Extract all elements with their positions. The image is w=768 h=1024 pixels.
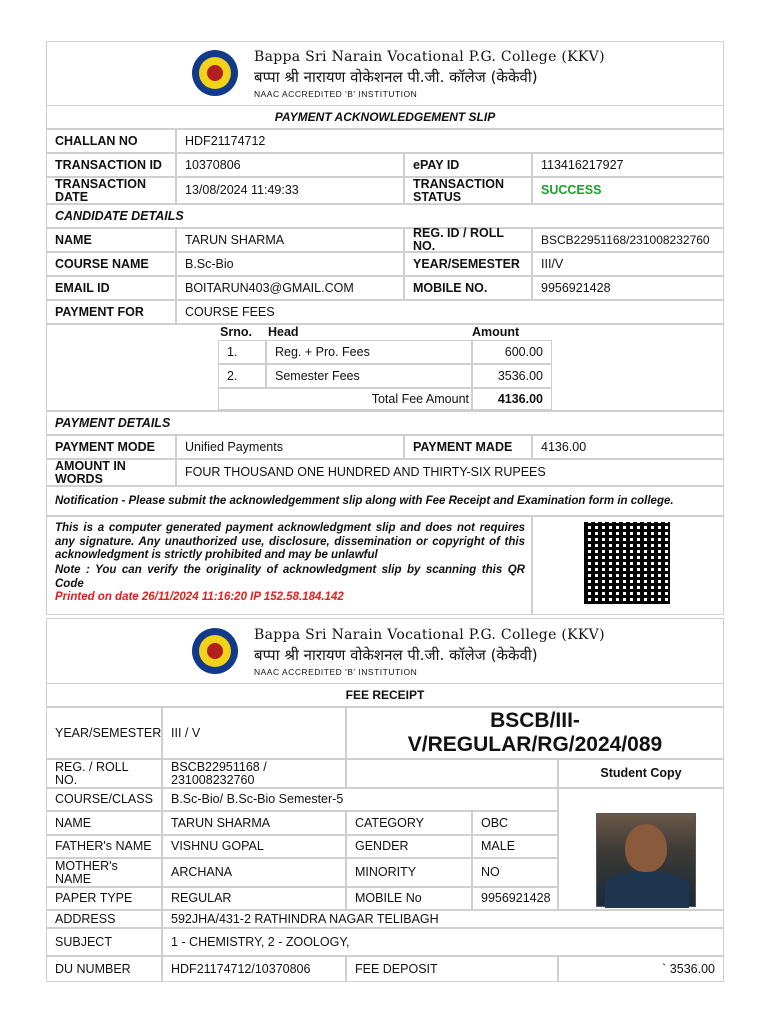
r-minority-label: MINORITY — [346, 858, 472, 887]
receipt-number: BSCB/III-V/REGULAR/RG/2024/089 — [346, 707, 724, 759]
college-name-en: Bappa Sri Narain Vocational P.G. College (KKV) — [254, 49, 605, 65]
payfor-label: PAYMENT FOR — [46, 300, 176, 324]
r-subject-value: 1 - CHEMISTRY, 2 - ZOOLOGY, — [162, 928, 724, 956]
reg-value: BSCB22951168/231008232760 — [532, 228, 724, 252]
fee-row-2-head: Semester Fees — [266, 364, 472, 388]
r-deposit-value: ` 3536.00 — [558, 956, 724, 982]
fee-total-label: Total Fee Amount — [218, 388, 472, 410]
r-du-value: HDF21174712/10370806 — [162, 956, 346, 982]
paymode-label: PAYMENT MODE — [46, 435, 176, 459]
yearsem-label: YEAR/SEMESTER — [404, 252, 532, 276]
fee-col-head: Head — [268, 324, 299, 339]
fee-row-1-sno: 1. — [218, 340, 266, 364]
fee-total-value: 4136.00 — [472, 388, 552, 410]
paymade-label: PAYMENT MADE — [404, 435, 532, 459]
r-name-label: NAME — [46, 811, 162, 835]
slip-title: PAYMENT ACKNOWLEDGEMENT SLIP — [46, 105, 724, 129]
email-label: EMAIL ID — [46, 276, 176, 300]
candidate-details-header: CANDIDATE DETAILS — [46, 204, 724, 228]
fee-row-2-amount: 3536.00 — [472, 364, 552, 388]
r-address-value: 592JHA/431-2 RATHINDRA NAGAR TELIBAGH — [162, 910, 724, 928]
r-course-label: COURSE/CLASS — [46, 788, 162, 811]
name-value: TARUN SHARMA — [176, 228, 404, 252]
epay-label: ePAY ID — [404, 153, 532, 177]
txn-date-label: TRANSACTION DATE — [46, 177, 176, 204]
r-mother-value: ARCHANA — [162, 858, 346, 887]
fee-row-2-sno: 2. — [218, 364, 266, 388]
receipt-naac-label: NAAC ACCREDITED 'B' INSTITUTION — [254, 667, 418, 677]
mobile-label: MOBILE NO. — [404, 276, 532, 300]
r-gender-value: MALE — [472, 835, 558, 858]
disclaimer-text: This is a computer generated payment acknowledgment slip and does not requires any signature. Any unauthorized use, disclosure, dissemination or copyright of this acknowledgment is strictly prohibited and may be unlawful — [55, 522, 525, 561]
fee-row-1-amount: 600.00 — [472, 340, 552, 364]
r-reg-value: BSCB22951168 / 231008232760 — [162, 759, 346, 788]
r-gender-label: GENDER — [346, 835, 472, 858]
r-yearsem-value: III / V — [162, 707, 346, 759]
r-yearsem-label: YEAR/SEMESTER — [46, 707, 162, 759]
printed-on: Printed on date 26/11/2024 11:16:20 IP 152.58.184.142 — [55, 591, 344, 603]
email-value: BOITARUN403@GMAIL.COM — [176, 276, 404, 300]
reg-label: REG. ID / ROLL NO. — [404, 228, 532, 252]
r-address-label: ADDRESS — [46, 910, 162, 928]
photo-head — [625, 824, 667, 872]
college-logo — [192, 50, 238, 96]
r-paper-value: REGULAR — [162, 887, 346, 910]
fee-table — [218, 324, 552, 410]
r-name-value: TARUN SHARMA — [162, 811, 346, 835]
course-value: B.Sc-Bio — [176, 252, 404, 276]
txn-status-label: TRANSACTION STATUS — [404, 177, 532, 204]
epay-value: 113416217927 — [532, 153, 724, 177]
r-du-label: DU NUMBER — [46, 956, 162, 982]
payment-details-header: PAYMENT DETAILS — [46, 411, 724, 435]
yearsem-value: III/V — [532, 252, 724, 276]
r-father-value: VISHNU GOPAL — [162, 835, 346, 858]
txn-status-value: SUCCESS — [532, 177, 724, 204]
r-deposit-label: FEE DEPOSIT — [346, 956, 558, 982]
payfor-value: COURSE FEES — [176, 300, 724, 324]
fee-row-1-head: Reg. + Pro. Fees — [266, 340, 472, 364]
paymade-value: 4136.00 — [532, 435, 724, 459]
r-reg-label: REG. / ROLL NO. — [46, 759, 162, 788]
name-label: NAME — [46, 228, 176, 252]
student-photo — [596, 813, 696, 907]
photo-shirt — [605, 872, 689, 908]
r-paper-label: PAPER TYPE — [46, 887, 162, 910]
words-value: FOUR THOUSAND ONE HUNDRED AND THIRTY-SIX RUPEES — [176, 459, 724, 486]
naac-label: NAAC ACCREDITED 'B' INSTITUTION — [254, 89, 418, 99]
r-father-label: FATHER's NAME — [46, 835, 162, 858]
words-label: AMOUNT IN WORDS — [46, 459, 176, 486]
receipt-title: FEE RECEIPT — [46, 683, 724, 707]
paymode-value: Unified Payments — [176, 435, 404, 459]
mobile-value: 9956921428 — [532, 276, 724, 300]
receipt-college-name-hi: बप्पा श्री नारायण वोकेशनल पी.जी. कॉलेज (केकेवी) — [254, 646, 538, 664]
challan-value: HDF21174712 — [176, 129, 724, 153]
r-category-value: OBC — [472, 811, 558, 835]
challan-label: CHALLAN NO — [46, 129, 176, 153]
qr-code-icon — [584, 522, 670, 604]
student-copy-label: Student Copy — [558, 759, 724, 788]
college-logo-receipt — [192, 628, 238, 674]
r-mother-label: MOTHER's NAME — [46, 858, 162, 887]
r-category-label: CATEGORY — [346, 811, 472, 835]
college-name-hi: बप्पा श्री नारायण वोकेशनल पी.जी. कॉलेज (केकेवी) — [254, 68, 538, 86]
r-mobile-label: MOBILE No — [346, 887, 472, 910]
txn-date-value: 13/08/2024 11:49:33 — [176, 177, 404, 204]
fee-col-amount: Amount — [472, 324, 520, 339]
r-mobile-value: 9956921428 — [472, 887, 558, 910]
qr-note: Note : You can verify the originality of acknowledgment slip by scanning this QR Code — [55, 564, 525, 590]
course-label: COURSE NAME — [46, 252, 176, 276]
r-course-value: B.Sc-Bio/ B.Sc-Bio Semester-5 — [162, 788, 558, 811]
fee-col-sno: Srno. — [220, 324, 252, 339]
notification-text: Notification - Please submit the acknowledgemment slip along with Fee Receipt and Examination form in college. — [46, 486, 724, 516]
r-subject-label: SUBJECT — [46, 928, 162, 956]
r-minority-value: NO — [472, 858, 558, 887]
r-reg-blank — [346, 759, 558, 788]
txn-id-value: 10370806 — [176, 153, 404, 177]
receipt-college-name-en: Bappa Sri Narain Vocational P.G. College (KKV) — [254, 627, 605, 643]
txn-id-label: TRANSACTION ID — [46, 153, 176, 177]
